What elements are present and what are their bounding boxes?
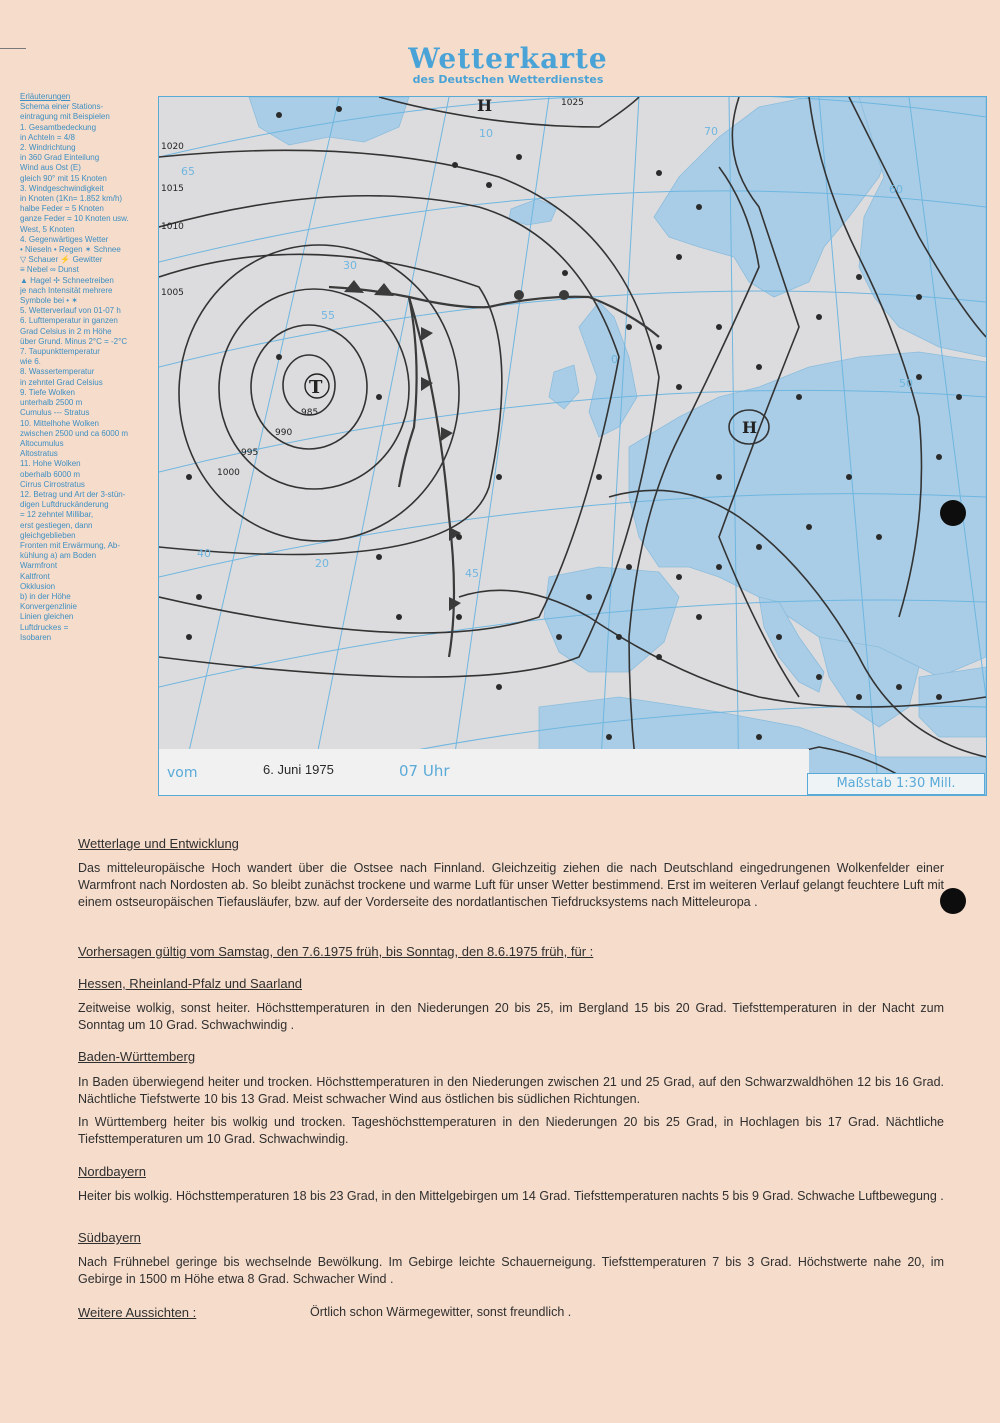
lat-label-40: 40 [197, 547, 211, 560]
legend-line: Konvergenzlinie [20, 602, 77, 612]
lat-label-65: 65 [181, 165, 195, 178]
legend-line: Okklusion [20, 581, 56, 591]
legend-line: Symbole bei • ✶ [20, 296, 78, 306]
legend-line: über Grund. Minus 2°C = -2°C [20, 336, 128, 346]
section-heading-nordbayern: Nordbayern [78, 1164, 146, 1179]
legend-line: 12. Betrag und Art der 3-stün- [20, 489, 126, 499]
legend-line: ≡ Nebel ∞ Dunst [20, 265, 79, 275]
legend-lines [20, 102, 156, 643]
legend-line: Schema einer Stations- [20, 102, 104, 112]
legend-line: erst gestiegen, dann [20, 520, 93, 530]
isobar-label-1010: 1010 [161, 222, 184, 232]
legend-line: gleich 90° mit 15 Knoten [20, 173, 107, 183]
land-greenland [249, 97, 409, 145]
land-great-britain [579, 302, 637, 437]
lat-label-10: 10 [479, 127, 493, 140]
lat-label-20: 20 [315, 557, 329, 570]
isobar-label-990: 990 [275, 428, 293, 438]
legend-line: 11. Hohe Wolken [20, 459, 81, 469]
page-subtitle: des Deutschen Wetterdienstes [412, 73, 604, 86]
map-footer [159, 749, 809, 795]
section-heading-weather-situation: Wetterlage und Entwicklung [78, 836, 239, 851]
legend-line: wie 6. [20, 357, 41, 367]
legend-line: • Nieseln • Regen ✶ Schnee [20, 245, 121, 255]
section-body-wuerttemberg: In Württemberg heiter bis wolkig und trocken. Tageshöchsttemperaturen in den Niederungen 20 bis 25 Grad, in Hochlagen bis 17 Grad. Nächtliche Tiefsttemperaturen um 10 Grad. Schwachwindig. [78, 1115, 944, 1146]
lat-label-60: 60 [889, 183, 903, 196]
legend-line: 2. Windrichtung [20, 143, 76, 153]
section-body-nordbayern: Heiter bis wolkig. Höchsttemperaturen 18 bis 23 Grad, in den Mittelgebirgen um 14 Grad. Tiefsttemperaturen nachts 5 bis 9 Grad. Schwache Luftbewegung . [78, 1189, 944, 1203]
legend-line: West, 5 Knoten [20, 224, 75, 234]
section-body-outlook: Örtlich schon Wärmegewitter, sonst freundlich . [310, 1305, 572, 1319]
lat-label-30: 30 [343, 259, 357, 272]
legend-line: ▲ Hagel ✢ Schneetreiben [20, 275, 114, 285]
section-heading-outlook: Weitere Aussichten : [78, 1305, 197, 1320]
high-pressure-label-north: H [477, 97, 493, 115]
isobar-label-1020: 1020 [161, 142, 184, 152]
front-symbols [344, 280, 569, 611]
legend-line: Cirrus Cirrostratus [20, 479, 85, 489]
section-body-weather-situation: Das mitteleuropäische Hoch wandert über die Ostsee nach Finnland. Gleichzeitig ziehen die nach Deutschland eingedrungenen Wolkenfelder einer Warmfront nach Nordosten ab. So bleibt zunächst trockene und warme Luft für unser Wetter bestimmend. Erst im weiteren Verlauf gelangt feuchtere Luft mit einem ostseuropäischen Tiefausläufer, bzw. auf der Vorderseite des nordatlantischen Tiefdrucksystems nach Mitteleuropa . [78, 861, 944, 909]
section-heading-suedbayern: Südbayern [78, 1230, 141, 1245]
isobar-label-1015: 1015 [161, 184, 184, 194]
land-continent [629, 352, 986, 677]
legend-line: Warmfront [20, 561, 58, 571]
section-body-baden: In Baden überwiegend heiter und trocken. Höchsttemperaturen in den Niederungen zwischen 21 und 25 Grad, auf den Schwarzwaldhöhen 12 bis 16 Grad. Nächtliche Tiefstwerte 10 bis 13 Grad. Meist schwacher Wind aus östlichen bis südlichen Richtungen. [78, 1075, 944, 1106]
legend-line: Kaltfront [20, 571, 50, 581]
legend-line: in 360 Grad Einteilung [20, 153, 100, 163]
corner-mark [0, 48, 26, 49]
legend-line: 1. Gesamtbedeckung [20, 122, 97, 132]
legend-line: in Achteln = 4/8 [20, 132, 75, 142]
legend-line: eintragung mit Beispielen [20, 112, 110, 122]
lat-label-0: 0 [611, 353, 618, 366]
lat-label-45: 45 [465, 567, 479, 580]
low-pressure-label: T [309, 377, 323, 398]
legend-line: oberhalb 6000 m [20, 469, 81, 479]
legend-line: ganze Feder = 10 Knoten usw. [20, 214, 129, 224]
section-heading-baden-wuerttemberg: Baden-Württemberg [78, 1049, 196, 1064]
legend-line: Isobaren [20, 632, 52, 642]
land-russia [859, 97, 986, 357]
legend-line: je nach Intensität mehrere [20, 285, 113, 295]
legend-line: Altostratus [20, 449, 58, 459]
punch-hole-upper [940, 500, 966, 526]
isobar-label-985: 985 [301, 408, 319, 418]
weather-map [158, 96, 987, 796]
map-scale: Maßstab 1:30 Mill. [807, 773, 985, 795]
legend-line: ▽ Schauer ⚡ Gewitter [20, 255, 103, 265]
legend-line: zwischen 2500 und ca 6000 m [20, 428, 129, 438]
legend-line: 10. Mittelhohe Wolken [20, 418, 100, 428]
section-body-hessen: Zeitweise wolkig, sonst heiter. Höchsttemperaturen in den Niederungen 20 bis 25, im Bergland 15 bis 20 Grad. Tiefsttemperaturen in der Nacht zum Sonntag um 10 Grad. Schwachwindig . [78, 1001, 944, 1032]
map-date-prefix: vom [167, 765, 198, 781]
land-scandinavia [654, 97, 894, 297]
legend-line: digen Luftdruckänderung [20, 500, 109, 510]
section-heading-hessen: Hessen, Rheinland-Pfalz und Saarland [78, 976, 303, 991]
legend-line: 4. Gegenwärtiges Wetter [20, 234, 109, 244]
isobar-label-1005: 1005 [161, 288, 184, 298]
map-date: 6. Juni 1975 [263, 762, 334, 777]
forecast-validity-heading: Vorhersagen gültig vom Samstag, den 7.6.1975 früh, bis Sonntag, den 8.6.1975 früh, für : [78, 944, 594, 959]
legend-line: 8. Wassertemperatur [20, 367, 95, 377]
legend-line: Luftdruckes = [20, 622, 69, 632]
legend-line: kühlung a) am Boden [20, 551, 97, 561]
legend-line: 7. Taupunkttemperatur [20, 347, 100, 357]
legend-line: Linien gleichen [20, 612, 74, 622]
legend-line: in zehntel Grad Celsius [20, 377, 103, 387]
legend-line: = 12 zehntel Millibar, [20, 510, 94, 520]
legend-line: Altocumulus [20, 438, 64, 448]
legend-heading: Erläuterungen [20, 92, 71, 101]
isobar-label-1000: 1000 [217, 468, 240, 478]
land-masses [249, 97, 986, 795]
isobar-label-995: 995 [241, 448, 259, 458]
map-time: 07 Uhr [399, 762, 450, 780]
lat-label-70: 70 [704, 125, 718, 138]
legend-line: Fronten mit Erwärmung, Ab- [20, 540, 121, 550]
legend-line: b) in der Höhe [20, 591, 71, 601]
legend-line: 6. Lufttemperatur in ganzen [20, 316, 118, 326]
legend-line: halbe Feder = 5 Knoten [20, 204, 104, 214]
legend-line: Cumulus --- Stratus [20, 408, 90, 418]
lat-label-50: 50 [899, 377, 913, 390]
page-title: Wetterkarte [408, 42, 608, 75]
legend-line: unterhalb 2500 m [20, 398, 83, 408]
legend-line: 3. Windgeschwindigkeit [20, 183, 104, 193]
legend-line: 9. Tiefe Wolken [20, 387, 75, 397]
section-body-suedbayern: Nach Frühnebel geringe bis wechselnde Bewölkung. Im Gebirge leichte Schauerneigung. Tiefsttemperaturen 7 bis 3 Grad. Höchstwerte nahe 20, im Gebirge in 1500 m Höhe etwa 8 Grad. Schwacher Wind . [78, 1255, 944, 1286]
isobar-label-1025: 1025 [561, 98, 584, 108]
high-pressure-label-central: H [742, 418, 758, 437]
weather-map-svg [159, 97, 986, 795]
map-legend [20, 92, 156, 804]
legend-line: 5. Wetterverlauf von 01-07 h [20, 306, 121, 316]
legend-line: Wind aus Ost (E) [20, 163, 81, 173]
legend-line: Grad Celsius in 2 m Höhe [20, 326, 112, 336]
lat-label-55: 55 [321, 309, 335, 322]
legend-line: in Knoten (1Kn= 1.852 km/h) [20, 194, 123, 204]
legend-line: gleichgeblieben [20, 530, 76, 540]
